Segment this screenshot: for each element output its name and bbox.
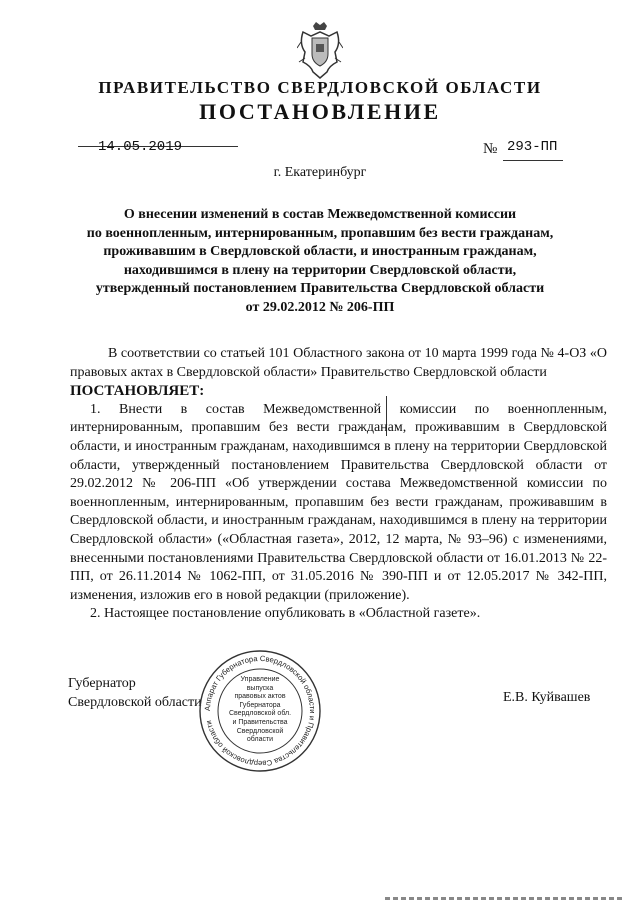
stamp-line: и Правительства <box>232 718 288 726</box>
stamp-line: Свердловской <box>236 727 284 735</box>
title-line: от 29.02.2012 № 206-ПП <box>245 299 395 315</box>
stamp-ring-text: Аппарат Губернатора Свердловской области и Правительства Свердловской области <box>202 653 318 769</box>
title-line: утвержденный постановлением Правительства Свердловской области <box>95 281 545 297</box>
number-label: № <box>483 141 498 157</box>
position-line: Губернатор <box>68 676 136 691</box>
document-number: 293-ПП <box>507 139 558 155</box>
stamp-line: области <box>246 736 274 744</box>
stamp-line: Управление <box>240 676 280 683</box>
item-1: 1. Внести в состав Межведомственной комиссии по военнопленным, интернированным, пропавшим без вести гражданам, проживавшим в Свердловской области, и иностранным гражданам, находившимся в плену на территории Свердловской области, утвержденный постановлением Правительства Свердловской области от 29.02.2012 № 206-ПП «Об утверждении состава Межведомственной комиссии по военнопленным, интернированным, пропавшим без вести гражданам, проживавшим в Свердловской области, и иностранным гражданам, находившимся в плену на территории Свердловской области» («Областная газета», 2012, 12 марта, № 93–96) с изменениями, внесенными постановлениями Правительства Свердловской области от 16.01.2013 № 22-ПП, от 26.11.2014 № 1062-ПП, от 31.05.2016 № 390-ПП и от 12.05.2017 № 342-ПП, изменения, изложив его в новой редакции (приложение). <box>70 401 607 603</box>
government-name: ПРАВИТЕЛЬСТВО СВЕРДЛОВСКОЙ ОБЛАСТИ <box>98 78 542 97</box>
stamp-line: Свердловской обл. <box>228 710 292 718</box>
document-title <box>60 206 580 318</box>
position-line: Свердловской области <box>68 694 202 710</box>
resolves-heading: ПОСТАНОВЛЯЕТ: <box>70 383 205 400</box>
coat-of-arms-icon <box>297 22 343 80</box>
stamp-line: Губернатора <box>239 701 281 709</box>
city: г. Екатеринбург <box>273 165 367 180</box>
document-date: 14.05.2019 <box>98 139 183 155</box>
stamp-center <box>220 676 300 745</box>
number-underline <box>503 160 563 161</box>
footer-print-mark <box>385 897 625 900</box>
title-line: проживавшим в Свердловской области, и иностранным гражданам, <box>103 244 537 260</box>
signatory-name: Е.В. Куйвашев <box>503 690 591 705</box>
title-line: находившимся в плену на территории Свердловской области, <box>123 262 517 278</box>
document-body <box>70 345 607 624</box>
stamp-line: правовых актов <box>234 693 286 701</box>
preamble: В соответствии со статьей 101 Областного закона от 10 марта 1999 года № 4-ОЗ «О правовых актах в Свердловской области» Правительство Свердловской области <box>70 346 607 380</box>
signatory-position <box>68 675 202 712</box>
item-2: 2. Настоящее постановление опубликовать в «Областной газете». <box>90 606 481 622</box>
title-line: по военнопленным, интернированным, пропавшим без вести гражданам, <box>86 225 554 241</box>
stamp-line: выпуска <box>246 684 274 692</box>
title-line: О внесении изменений в состав Межведомственной комиссии <box>123 207 517 222</box>
document-type: ПОСТАНОВЛЕНИЕ <box>199 99 441 124</box>
